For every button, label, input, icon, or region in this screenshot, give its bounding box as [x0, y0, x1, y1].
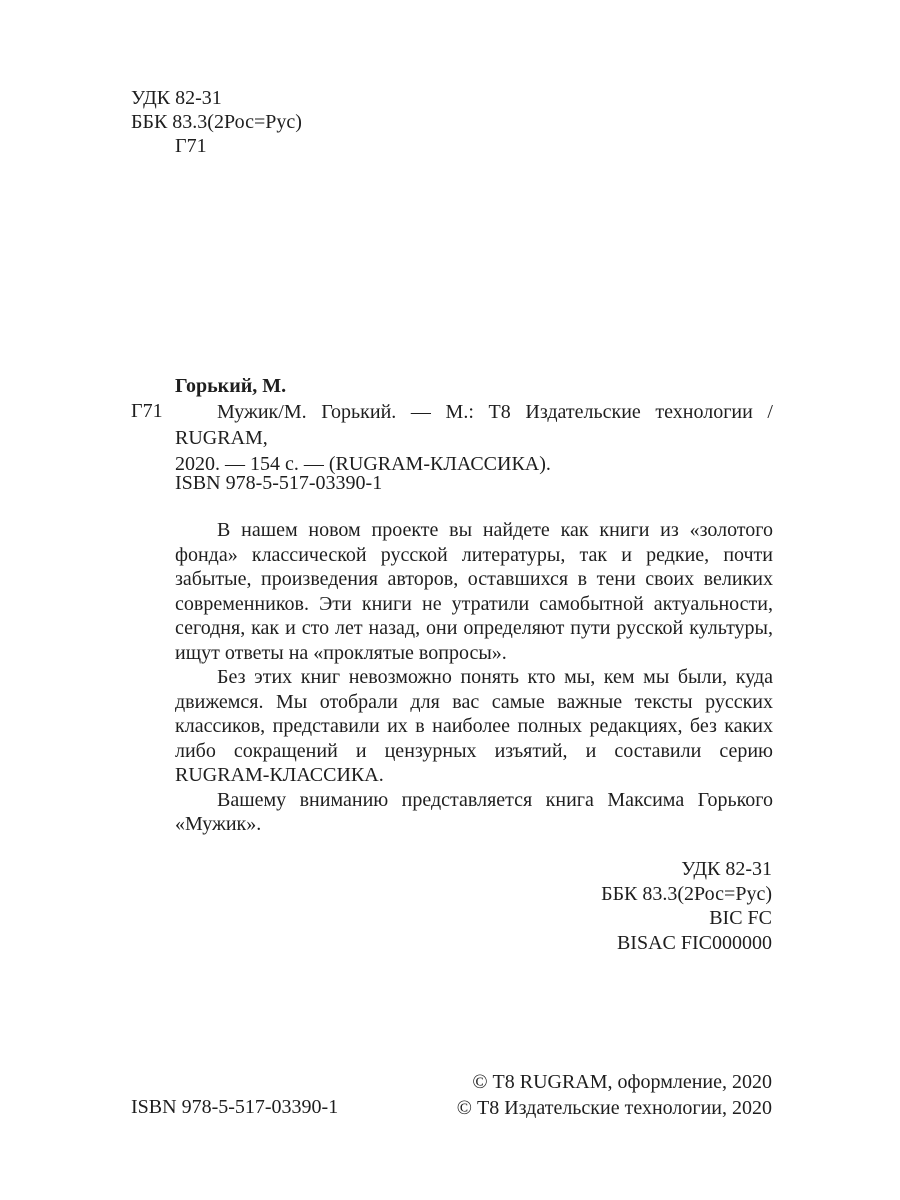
top-classification-block — [131, 86, 302, 158]
author-mark: Г71 — [175, 135, 207, 157]
annotation-paragraph-3: Вашему вниманию представляется книга Максима Горького «Мужик». — [175, 788, 773, 835]
bic-code: BIC FC — [709, 907, 772, 929]
author-heading: Горький, М. — [175, 375, 287, 397]
bottom-classification-block — [601, 857, 772, 955]
bbk-code: ББК 83.3(2Рос=Рус) — [131, 111, 302, 133]
author-mark-left: Г71 — [131, 400, 163, 422]
isbn-main: ISBN 978-5-517-03390-1 — [175, 472, 383, 494]
annotation-paragraph-1: В нашем новом проекте вы найдете как книги из «золотого фонда» классической русской литературы, так и редкие, почти забытые, произведения авторов, оставшихся в тени своих великих современников. Эти книги не утратили самобытной актуальности, сегодня, как и сто лет назад, они определяют пути русской культуры, ищут ответы на «проклятые вопросы». — [175, 519, 773, 664]
udk-code-bottom: УДК 82-31 — [681, 858, 772, 880]
bbk-code-bottom: ББК 83.3(2Рос=Рус) — [601, 882, 772, 905]
copyright-block — [457, 1069, 772, 1121]
udk-code: УДК 82-31 — [131, 87, 222, 109]
copyright-line-1: © Т8 RUGRAM, оформление, 2020 — [472, 1071, 772, 1093]
bibliographic-line-2: 2020. — 154 с. — (RUGRAM-КЛАССИКА). — [175, 453, 551, 475]
bisac-code: BISAC FIC000000 — [616, 931, 772, 954]
bibliographic-line-1: Мужик/М. Горький. — М.: Т8 Издательские технологии / RUGRAM, — [175, 401, 773, 449]
bibliographic-description — [175, 399, 773, 477]
isbn-footer: ISBN 978-5-517-03390-1 — [131, 1096, 339, 1118]
annotation — [175, 518, 773, 837]
annotation-paragraph-2: Без этих книг невозможно понять кто мы, кем мы были, куда движемся. Мы отобрали для вас самые важные тексты русских классиков, представили их в наиболее полных редакциях, без каких либо сокращений и цензурных изъятий, и составили серию RUGRAM-КЛАССИКА. — [175, 666, 773, 786]
copyright-line-2: © Т8 Издательские технологии, 2020 — [456, 1097, 772, 1119]
